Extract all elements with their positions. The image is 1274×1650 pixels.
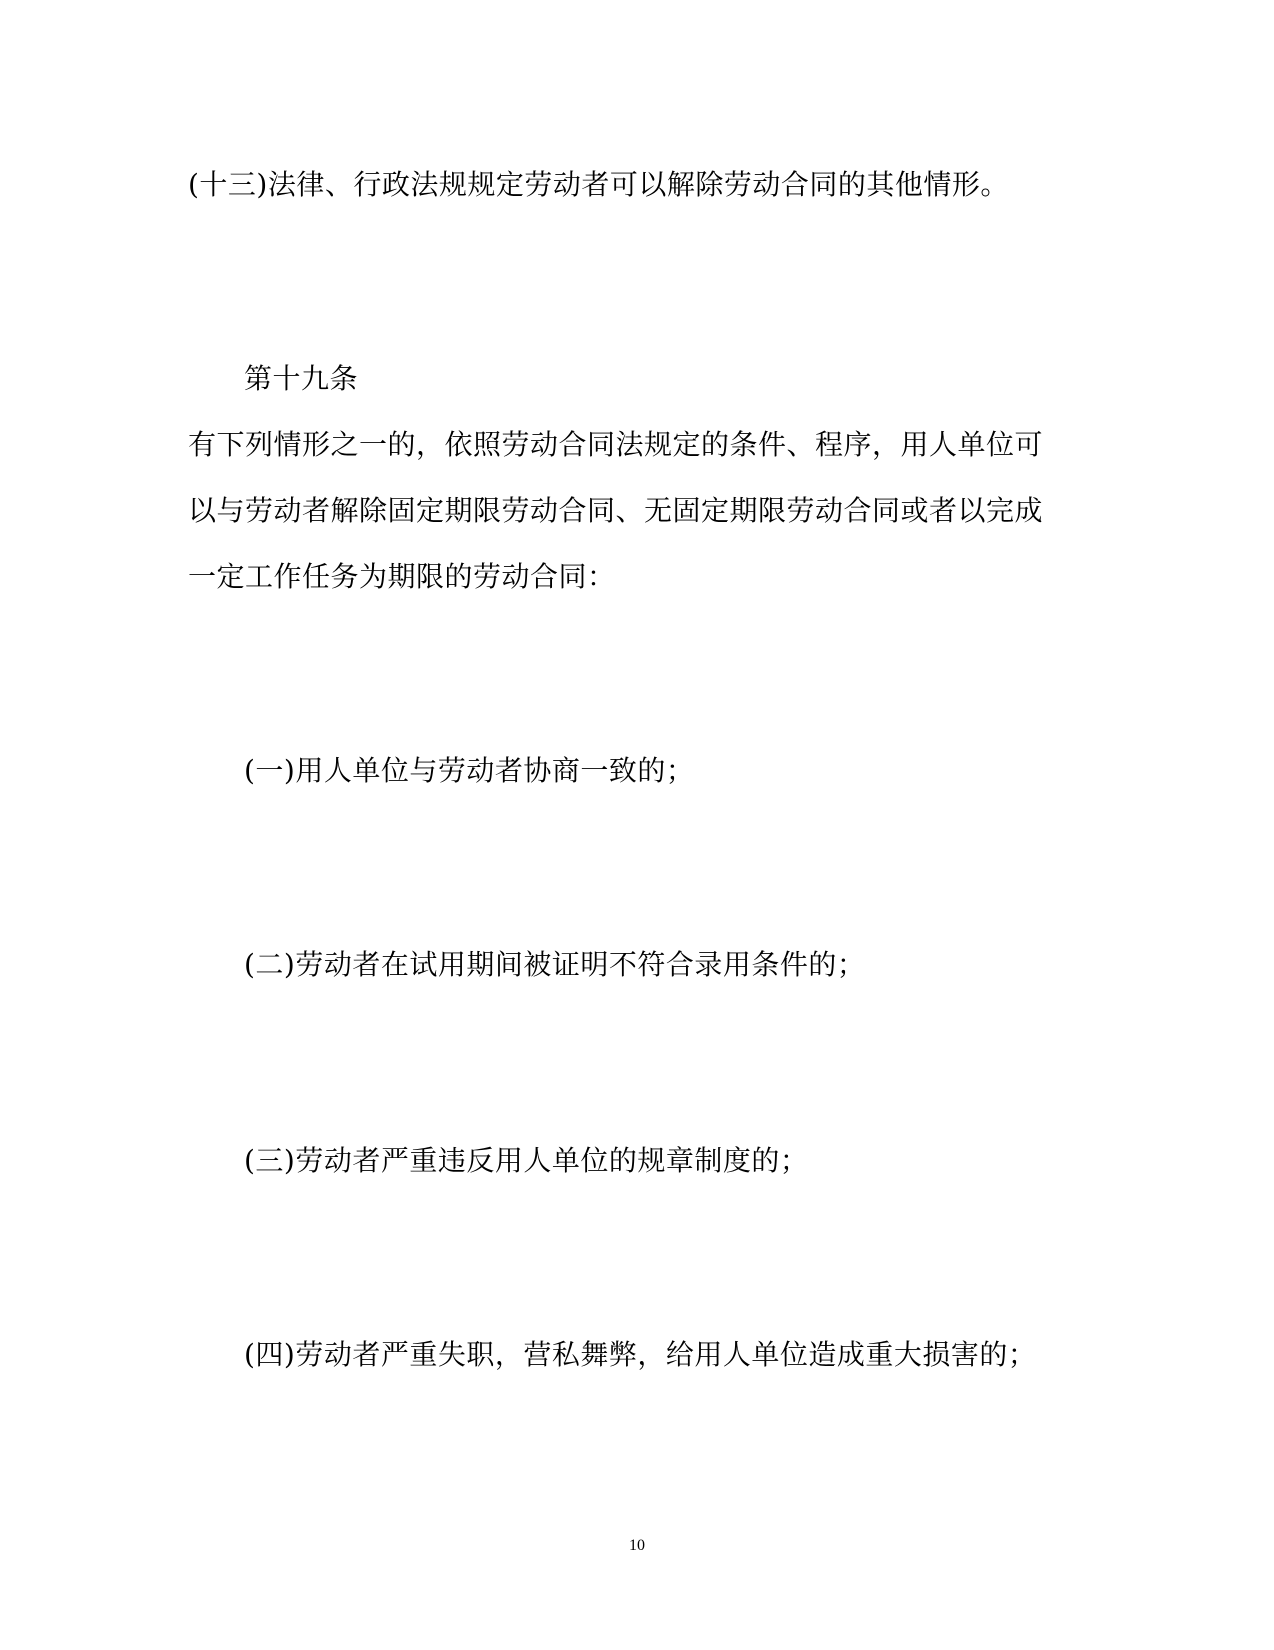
list-item-4: (四)劳动者严重失职，营私舞弊，给用人单位造成重大损害的； bbox=[244, 1338, 1037, 1371]
list-item-1: (一)用人单位与劳动者协商一致的； bbox=[244, 754, 695, 787]
list-item-3: (三)劳动者严重违反用人单位的规章制度的； bbox=[244, 1144, 809, 1177]
list-item-2: (二)劳动者在试用期间被证明不符合录用条件的； bbox=[244, 948, 866, 981]
page-number: 10 bbox=[629, 1537, 645, 1554]
article-heading: 第十九条 bbox=[244, 362, 359, 395]
article-body-line-3: 一定工作任务为期限的劳动合同： bbox=[188, 560, 616, 593]
clause-13-text: (十三)法律、行政法规规定劳动者可以解除劳动合同的其他情形。 bbox=[188, 168, 1009, 201]
article-body-line-2: 以与劳动者解除固定期限劳动合同、无固定期限劳动合同或者以完成 bbox=[188, 494, 1044, 527]
article-body-line-1: 有下列情形之一的，依照劳动合同法规定的条件、程序，用人单位可 bbox=[188, 428, 1044, 461]
